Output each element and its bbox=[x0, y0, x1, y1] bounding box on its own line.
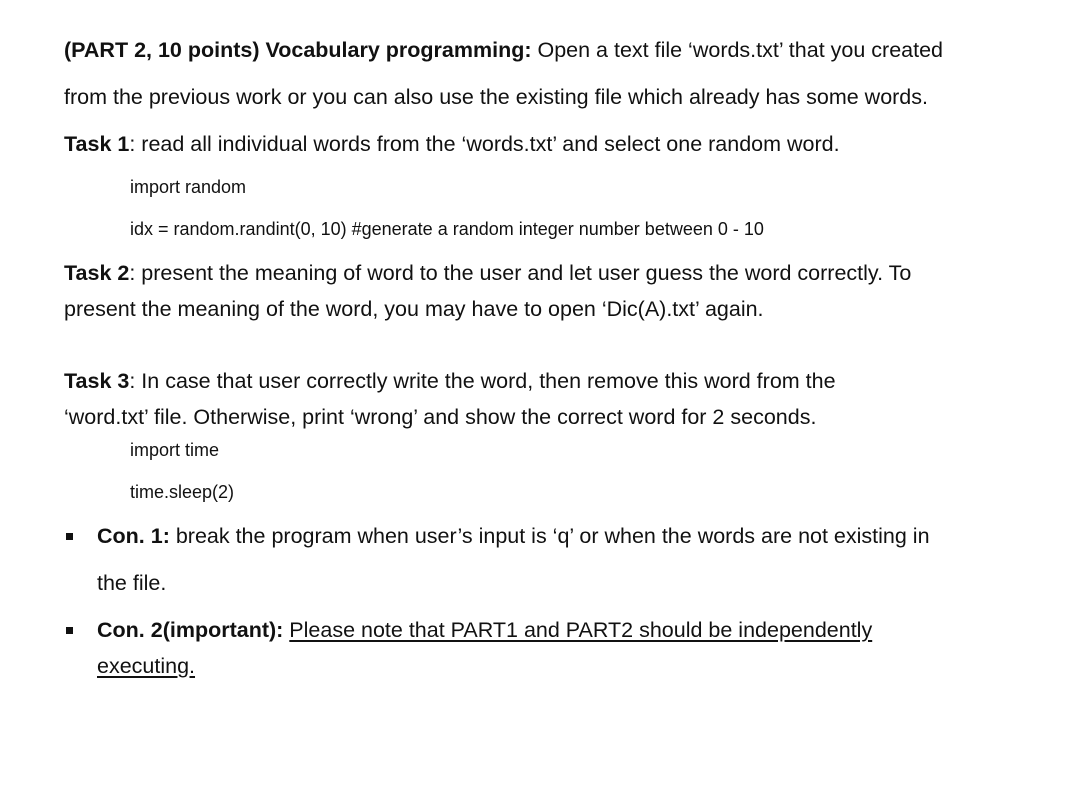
bullet-icon bbox=[66, 533, 73, 540]
condition-1-line-2: the file. bbox=[97, 571, 167, 595]
task1-paragraph bbox=[64, 130, 840, 158]
task2-text-line-1: : present the meaning of word to the user and let user guess the word correctly. To bbox=[129, 261, 912, 285]
task2-paragraph-line-2: present the meaning of the word, you may have to open ‘Dic(A).txt’ again. bbox=[64, 297, 764, 321]
task1-code-line-1: import random bbox=[130, 177, 247, 197]
task3-code-line-2: time.sleep(2) bbox=[130, 482, 235, 502]
part-heading-text: Open a text file ‘words.txt’ that you created bbox=[531, 38, 943, 62]
bullet-icon bbox=[66, 627, 73, 634]
task3-paragraph-line-2: ‘word.txt’ file. Otherwise, print ‘wrong’ and show the correct word for 2 seconds. bbox=[64, 405, 817, 429]
condition-1-line-1 bbox=[97, 522, 930, 550]
condition-2-line-2: executing. bbox=[97, 654, 196, 678]
condition-1-label: Con. 1: bbox=[97, 524, 170, 548]
task3-paragraph-line-1 bbox=[64, 367, 836, 395]
part-heading-line-1 bbox=[64, 36, 943, 64]
condition-2-line-1 bbox=[97, 616, 872, 644]
task3-code-line-1: import time bbox=[130, 440, 220, 460]
task2-label: Task 2 bbox=[64, 261, 130, 285]
condition-1-text-line-1: break the program when user’s input is ‘q’ or when the words are not existing in bbox=[169, 524, 930, 548]
task2-paragraph-line-1 bbox=[64, 259, 911, 287]
part-heading-line-2: from the previous work or you can also use the existing file which already has some words. bbox=[64, 85, 928, 109]
task1-label: Task 1 bbox=[64, 132, 130, 156]
condition-2-label: Con. 2(important): bbox=[97, 618, 284, 642]
part-heading-label: (PART 2, 10 points) Vocabulary programming: bbox=[64, 38, 532, 62]
task1-text: : read all individual words from the ‘words.txt’ and select one random word. bbox=[129, 132, 840, 156]
task1-code-line-2: idx = random.randint(0, 10) #generate a random integer number between 0 - 10 bbox=[130, 219, 764, 239]
condition-2-text-line-1: Please note that PART1 and PART2 should be independently bbox=[289, 618, 873, 642]
task3-text-line-1: : In case that user correctly write the word, then remove this word from the bbox=[129, 369, 836, 393]
task3-label: Task 3 bbox=[64, 369, 130, 393]
